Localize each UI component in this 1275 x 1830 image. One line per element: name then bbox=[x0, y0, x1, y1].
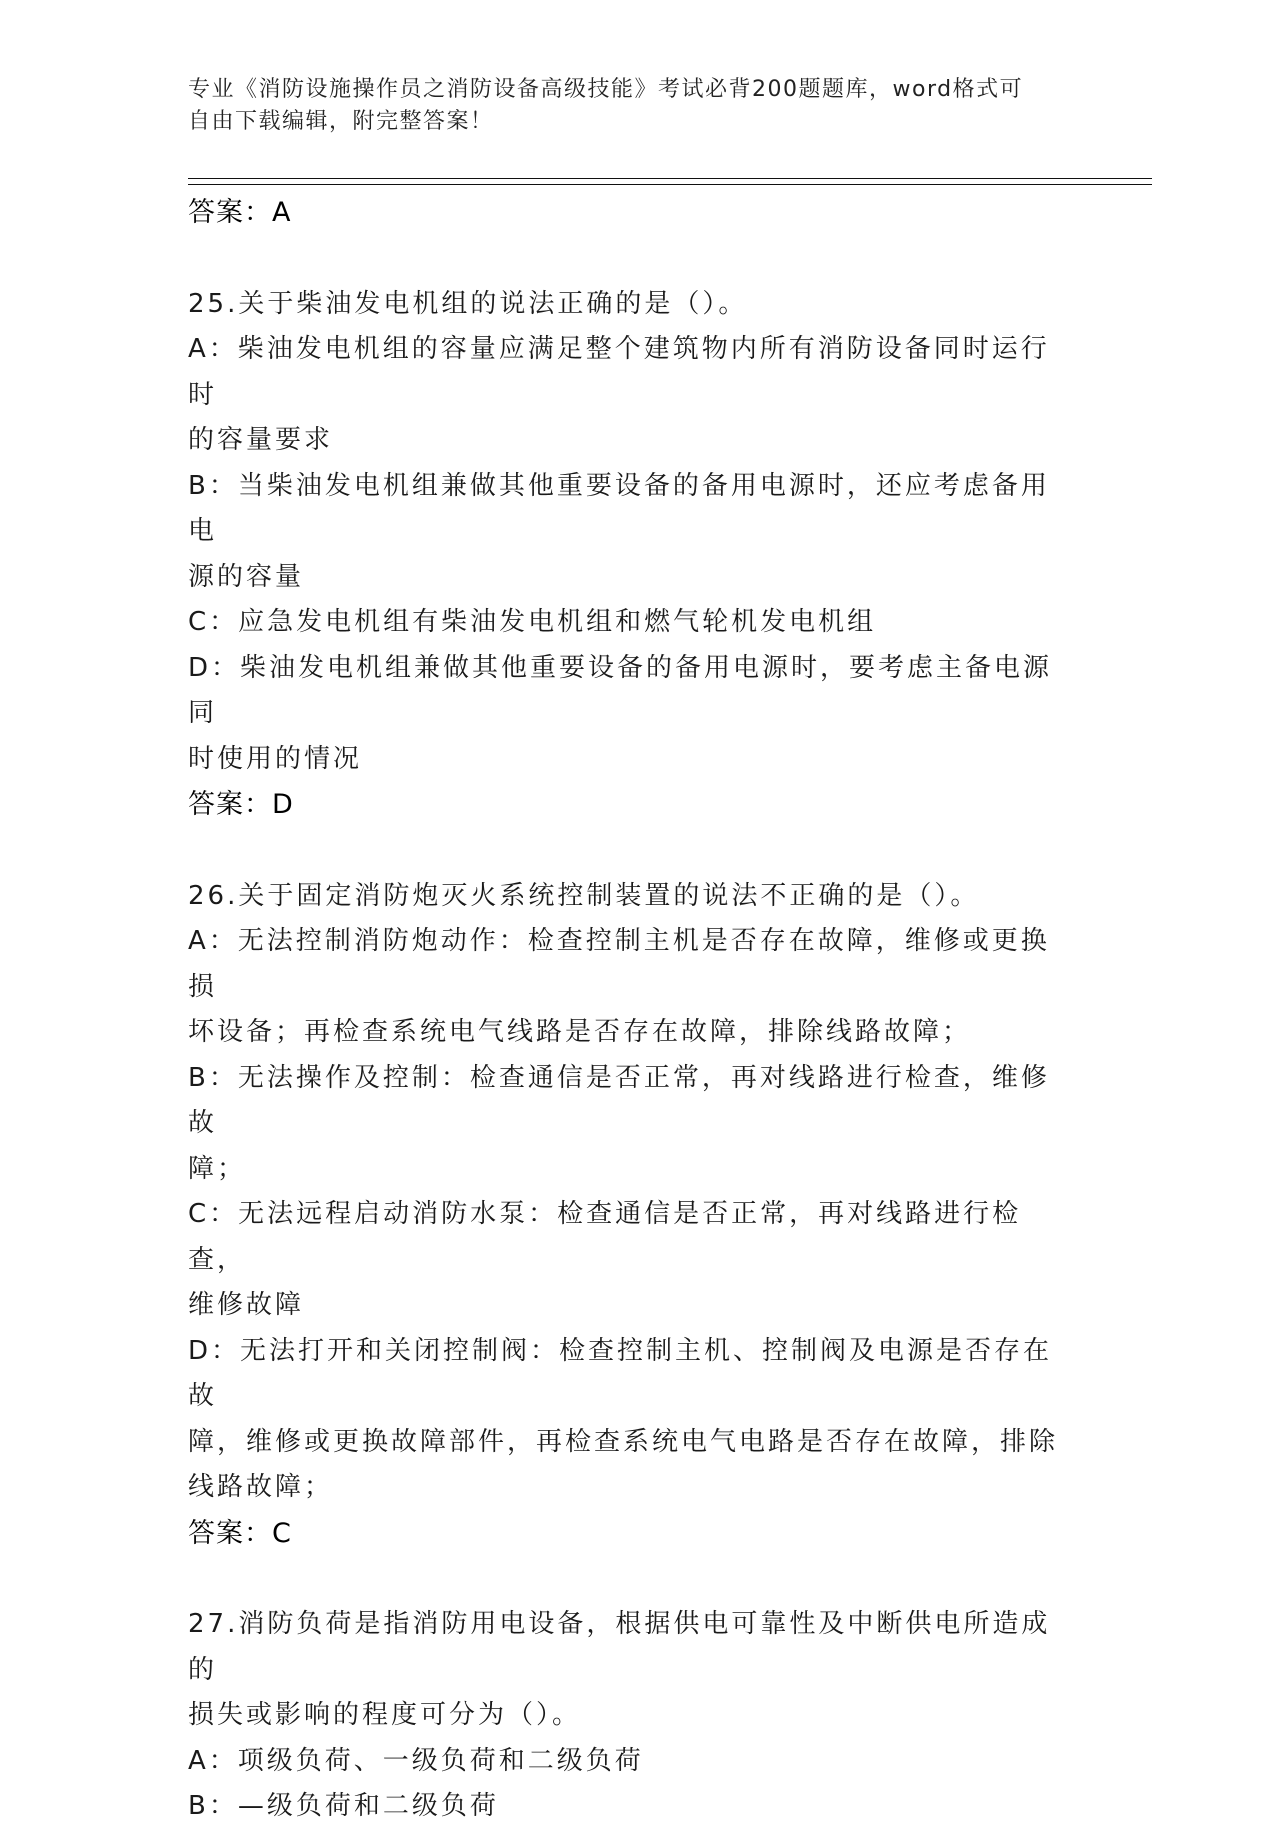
spacer bbox=[188, 236, 1068, 282]
header-divider-bottom bbox=[188, 184, 1152, 185]
option-d-cont: 线路故障； bbox=[188, 1472, 334, 1502]
question-27 bbox=[188, 1602, 1068, 1830]
option-a: A：项级负荷、一级负荷和二级负荷 bbox=[188, 1745, 644, 1776]
document-body bbox=[188, 190, 1068, 1830]
question-26 bbox=[188, 874, 1068, 1557]
option-a-cont: 的容量要求 bbox=[188, 425, 334, 455]
page-header bbox=[188, 74, 1068, 138]
question-stem: 27.消防负荷是指消防用电设备，根据供电可靠性及中断供电所造成的 bbox=[188, 1609, 1051, 1685]
option-c: C：无法远程启动消防水泵：检查通信是否正常，再对线路进行检查， bbox=[188, 1199, 1022, 1275]
answer: 答案：D bbox=[188, 789, 294, 820]
option-b: B：—级负荷和二级负荷 bbox=[188, 1791, 499, 1821]
option-a: A：柴油发电机组的容量应满足整个建筑物内所有消防设备同时运行时 bbox=[188, 334, 1050, 410]
header-line-2: 自由下载编辑，附完整答案！ bbox=[188, 109, 494, 134]
option-b-cont: 障； bbox=[188, 1153, 247, 1184]
header-line-1: 专业《消防设施操作员之消防设备高级技能》考试必背200题题库，word格式可 bbox=[188, 77, 1024, 102]
option-d: D：无法打开和关闭控制阀：检查控制主机、控制阀及电源是否存在故 bbox=[188, 1335, 1053, 1411]
option-a-cont: 坏设备；再检查系统电气线路是否存在故障，排除线路故障； bbox=[188, 1017, 972, 1047]
spacer bbox=[188, 1556, 1068, 1602]
option-a: A：无法控制消防炮动作：检查控制主机是否存在故障，维修或更换损 bbox=[188, 926, 1050, 1002]
option-b-cont: 源的容量 bbox=[188, 561, 305, 592]
header-divider-top bbox=[188, 178, 1152, 179]
answer: 答案：C bbox=[188, 1517, 292, 1549]
option-b: B：当柴油发电机组兼做其他重要设备的备用电源时，还应考虑备用电 bbox=[188, 470, 1050, 546]
option-c: C：应急发电机组有柴油发电机组和燃气轮机发电机组 bbox=[188, 607, 877, 637]
spacer bbox=[188, 828, 1068, 874]
question-stem-cont: 损失或影响的程度可分为（）。 bbox=[188, 1700, 582, 1730]
question-25 bbox=[188, 282, 1068, 828]
option-c-cont: 维修故障 bbox=[188, 1290, 305, 1320]
option-d-cont: 障，维修或更换故障部件，再检查系统电气电路是否存在故障，排除 bbox=[188, 1426, 1059, 1457]
option-d: D：柴油发电机组兼做其他重要设备的备用电源时，要考虑主备电源同 bbox=[188, 652, 1053, 728]
option-d-cont: 时使用的情况 bbox=[188, 743, 363, 774]
question-stem: 25.关于柴油发电机组的说法正确的是（）。 bbox=[188, 288, 748, 319]
answer-24: 答案：A bbox=[188, 197, 292, 228]
option-b: B：无法操作及控制：检查通信是否正常，再对线路进行检查，维修故 bbox=[188, 1062, 1050, 1138]
question-stem: 26.关于固定消防炮灭火系统控制装置的说法不正确的是（）。 bbox=[188, 880, 980, 911]
